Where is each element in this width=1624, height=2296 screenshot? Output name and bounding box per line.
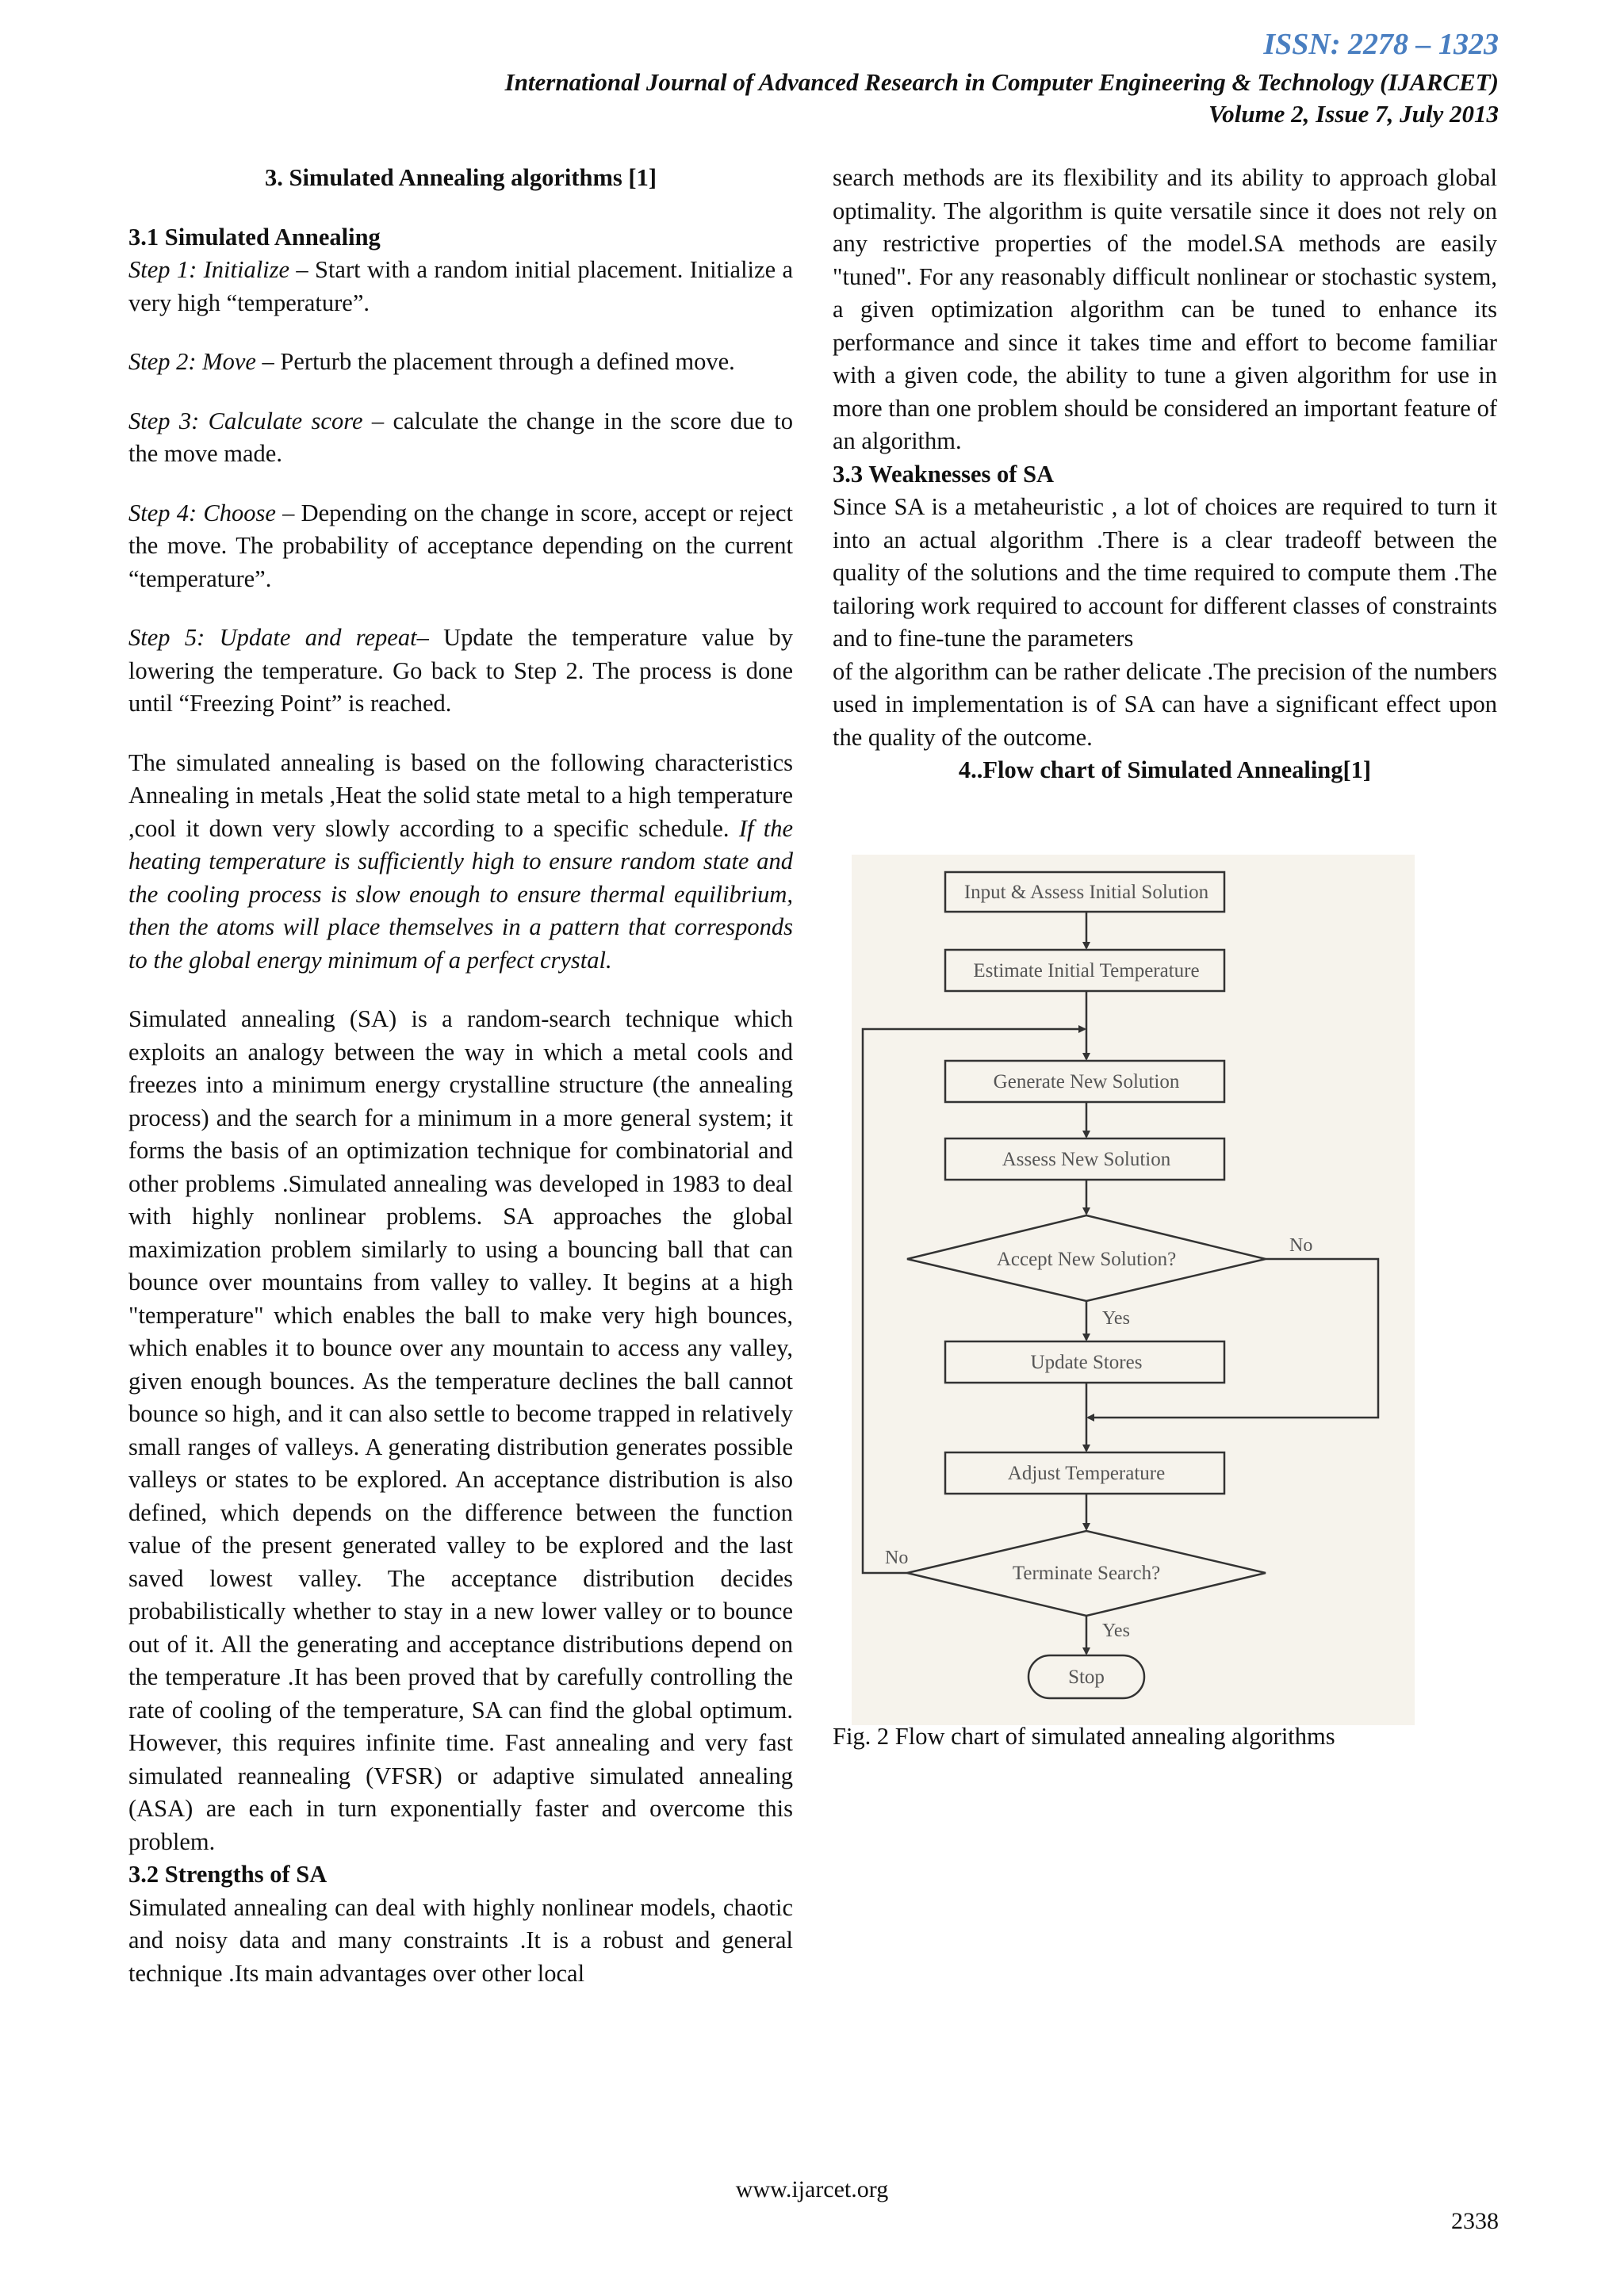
page-number: 2338 xyxy=(1451,2208,1499,2234)
arrow-no-loop-1 xyxy=(1088,1259,1378,1418)
subsection-simulated-annealing: 3.1 Simulated Annealing xyxy=(128,223,381,251)
paragraph-strengths: Simulated annealing can deal with highly nonlinear models, chaotic and noisy data and many constraints .It is a robust and general technique .Its main advantages over other local xyxy=(128,1893,793,1987)
box4-label: Assess New Solution xyxy=(1002,1149,1171,1170)
step-5-text: – Update the temperature value by lowering the temperature. Go back to Step 2. The process is done until “Freezing Point” is reached. xyxy=(128,624,793,717)
step-4 xyxy=(128,497,793,596)
no-label-2: No xyxy=(885,1548,909,1568)
step-2-text: – Perturb the placement through a defined move. xyxy=(255,348,735,375)
section-title: 3. Simulated Annealing algorithms [1] xyxy=(265,164,657,191)
step-1-text: – Start with a random initial placement. Initialize a very high “temperature”. xyxy=(128,256,793,316)
diamond2-label: Terminate Search? xyxy=(1012,1563,1161,1584)
step-3-text: – calculate the change in the score due to the move made. xyxy=(128,407,793,467)
step-4-label: Step 4: Choose xyxy=(128,499,276,526)
characteristics-text: The simulated annealing is based on the following characteristics Annealing in metals ,Heat the solid state metal to a high temperature ,cool it down very slowly according to a specific schedule. xyxy=(128,748,793,842)
step-2-label: Step 2: Move xyxy=(128,348,256,375)
box3-label: Generate New Solution xyxy=(993,1071,1180,1093)
no-label-1: No xyxy=(1289,1235,1313,1256)
journal-volume: Volume 2, Issue 7, July 2013 xyxy=(1208,100,1499,128)
step-5-label: Step 5: Update and repeat xyxy=(128,624,417,651)
left-column xyxy=(128,162,793,1990)
journal-title: International Journal of Advanced Research in Computer Engineering & Technology (IJARCET) xyxy=(504,68,1499,96)
flowchart-svg xyxy=(852,855,1415,1725)
yes-label-1: Yes xyxy=(1102,1308,1130,1329)
step-1-label: Step 1: Initialize xyxy=(128,256,290,283)
footer-url: www.ijarcet.org xyxy=(735,2176,889,2202)
subsection-strengths: 3.2 Strengths of SA xyxy=(128,1861,327,1888)
paragraph-characteristics xyxy=(128,747,793,978)
section-flowchart: 4..Flow chart of Simulated Annealing[1] xyxy=(958,756,1372,783)
box5-label: Update Stores xyxy=(1030,1352,1143,1373)
paragraph-weaknesses-1: Since SA is a metaheuristic , a lot of choices are required to turn it into an actual algorithm .There is a clear tradeoff between the quality of the solutions and the time required to compute them .The tailoring work required to account for different classes of constraints and to fine-tune the parameters xyxy=(833,493,1497,652)
paragraph-weaknesses-2: of the algorithm can be rather delicate .The precision of the numbers used in implementation is of SA can have a significant effect upon the quality of the outcome. xyxy=(833,657,1497,751)
box2-label: Estimate Initial Temperature xyxy=(973,960,1200,982)
issn: ISSN: 2278 – 1323 xyxy=(1263,28,1499,61)
box1-label: Input & Assess Initial Solution xyxy=(963,882,1209,903)
journal-header xyxy=(505,67,1499,130)
paragraph-continued: search methods are its flexibility and its ability to approach global optimality. The algorithm is quite versatile since it does not rely on any restrictive properties of the model.SA methods are easily "tuned". For any reasonably difficult nonlinear or stochastic system, a given optimization algorithm can be tuned to enhance its performance and since it takes time and effort to become familiar with a given code, the ability to tune a given algorithm for use in more than one problem should be considered an important feature of an algorithm. xyxy=(833,164,1497,454)
box6-label: Adjust Temperature xyxy=(1007,1463,1166,1484)
arrow-no-loop-2 xyxy=(863,1029,1085,1573)
step-5 xyxy=(128,622,793,721)
step-2 xyxy=(128,346,793,379)
step-4-text: – Depending on the change in score, accept or reject the move. The probability of acceptance depending on the current “temperature”. xyxy=(128,499,793,592)
step-1 xyxy=(128,254,793,320)
subsection-weaknesses: 3.3 Weaknesses of SA xyxy=(833,460,1055,488)
stop-label: Stop xyxy=(1068,1667,1105,1688)
right-column xyxy=(833,162,1497,787)
yes-label-2: Yes xyxy=(1102,1621,1130,1641)
step-3 xyxy=(128,405,793,471)
step-3-label: Step 3: Calculate score xyxy=(128,407,363,434)
diamond1-label: Accept New Solution? xyxy=(996,1249,1177,1270)
figure-caption: Fig. 2 Flow chart of simulated annealing algorithms xyxy=(833,1723,1335,1750)
flowchart-figure xyxy=(852,855,1415,1725)
characteristics-italic: If the heating temperature is sufficiently high to ensure random state and the cooling process is slow enough to ensure thermal equilibrium, then the atoms will place themselves in a pattern that corresponds to the global energy minimum of a perfect crystal. xyxy=(128,814,793,974)
paragraph-sa: Simulated annealing (SA) is a random-search technique which exploits an analogy between the way in which a metal cools and freezes into a minimum energy crystalline structure (the annealing process) and the search for a minimum in a more general system; it forms the basis of an optimization technique for combinatorial and other problems .Simulated annealing was developed in 1983 to deal with highly nonlinear problems. SA approaches the global maximization problem similarly to using a bouncing ball that can bounce over mountains from valley to valley. It begins at a high "temperature" which enables the ball to make very high bounces, which enables it to bounce over any mountain to access any valley, given enough bounces. As the temperature declines the ball cannot bounce so high, and it can also settle to become trapped in relatively small ranges of valleys. A generating distribution generates possible valleys or states to be explored. An acceptance distribution is also defined, which depends on the difference between the function value of the present generated valley to be explored and the last saved lowest valley. The acceptance distribution decides probabilistically whether to stay in a new lower valley or to bounce out of it. All the generating and acceptance distributions depend on the temperature .It has been proved that by carefully controlling the rate of cooling of the temperature, SA can find the global optimum. However, this requires infinite time. Fast annealing and very fast simulated reannealing (VFSR) or adaptive simulated annealing (ASA) are each in turn exponentially faster and overcome this problem. xyxy=(128,1005,793,1855)
